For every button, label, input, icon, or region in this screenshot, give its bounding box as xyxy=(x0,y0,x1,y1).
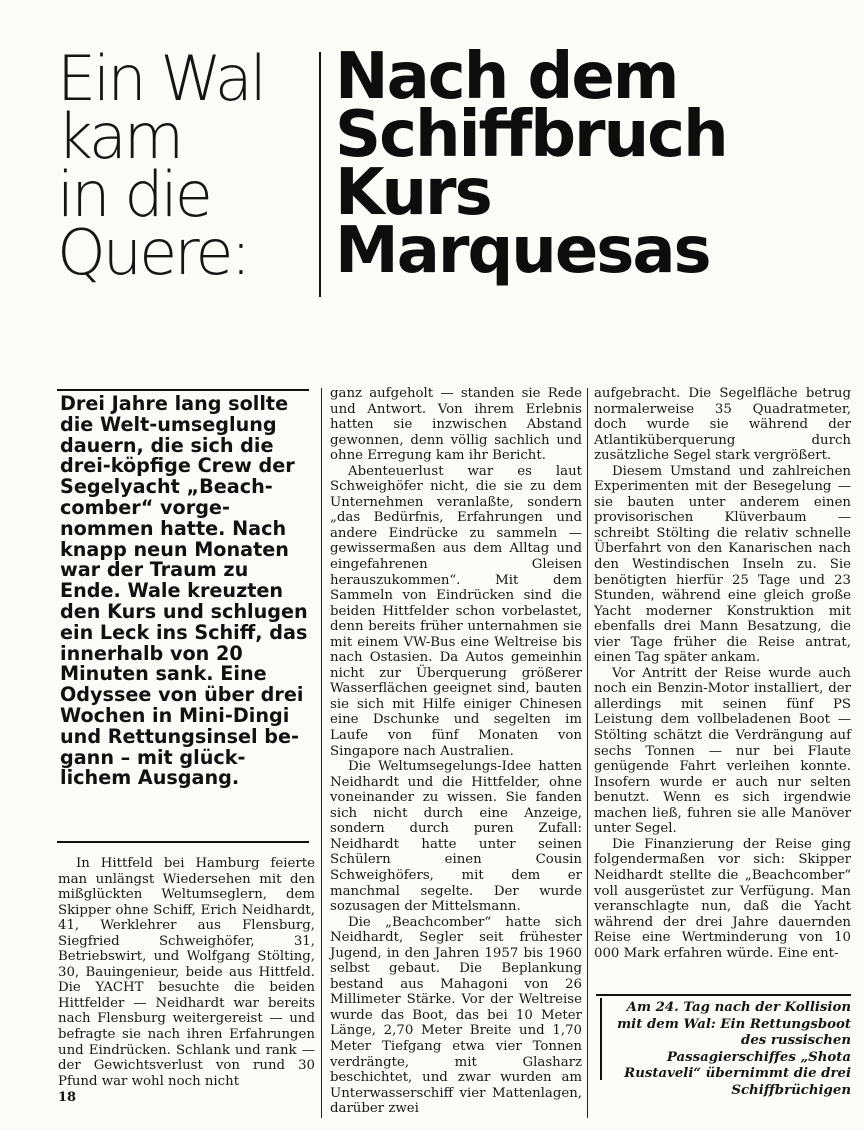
lead-rule-top xyxy=(57,389,309,391)
body-column-1 xyxy=(58,856,315,1089)
headline-line: Nach dem xyxy=(335,40,678,114)
caption-bar xyxy=(600,998,602,1080)
body-paragraph: Vor Antritt der Reise wurde auch noch ein Benzin-Motor installiert, der allerdings mit seinen fünf PS Leistung dem vollbeladenen Boot — Stölting schätzt die Verdrängung auf sechs Tonnen — nur bei Flaute genügende Fahrt verleihen konnte. Insofern wurde er auch nur selten benutzt. Wenn es sich irgendwie machen ließ, fuhren sie alle Manöver unter Segel. xyxy=(594,665,851,837)
kicker-line: Quere: xyxy=(57,216,249,289)
lead-rule-bottom xyxy=(57,841,309,843)
caption-rule xyxy=(596,994,851,996)
body-paragraph: aufgebracht. Die Segelfläche betrug normalerweise 35 Quadratmeter, doch wurde sie während der Atlantiküberquerung durch zusätzliche Segel stark vergrößert. xyxy=(594,386,851,464)
photo-caption: Am 24. Tag nach der Kollision mit dem Wal: Ein Rettungsboot des russischen Passagierschiffes „Shota Rustaveli“ übernimmt die drei Schiffbrüchigen xyxy=(617,1000,851,1098)
body-paragraph: In Hittfeld bei Hamburg feierte man unlängst Wiedersehen mit den mißglückten Weltumseglern, dem Skipper ohne Schiff, Erich Neidhardt, 41, Werklehrer aus Flensburg, Siegfried Schweighöfer, 31, Betriebswirt, und Wolfgang Stölting, 30, Bauingenieur, beide aus Hittfeld. Die YACHT besuchte die beiden Hittfelder — Neidhardt war bereits nach Flensburg weitergereist — und befragte sie nach ihren Erfahrungen und Eindrücken. Schlank und rank — der Gewichtsverlust von rund 30 Pfund war wohl noch nicht xyxy=(58,856,315,1089)
body-paragraph: Die Weltumsegelungs-Idee hatten Neidhardt und die Hittfelder, ohne voneinander zu wissen. Sie fanden sich nicht durch eine Anzeige, sondern durch puren Zufall: Neidhardt hatte unter seinen Schülern einen Cousin Schweighöfers, mit dem er manchmal segelte. Der wurde sozusagen der Mittelsmann. xyxy=(330,759,582,915)
column-separator xyxy=(587,388,588,1118)
headline xyxy=(335,40,855,288)
title-divider xyxy=(319,52,321,297)
headline-line: Marquesas xyxy=(335,214,710,288)
body-column-3 xyxy=(594,386,851,961)
page-number: 18 xyxy=(58,1090,77,1105)
kicker-line: Ein Wal xyxy=(57,42,264,115)
body-paragraph: Die Finanzierung der Reise ging folgendermaßen vor sich: Skipper Neidhardt stellte die „Beachcomber“ voll ausgerüstet zur Verfügung. Man veranschlagte nun, daß die Yacht während der drei Jahre dauernden Reise eine Wertminderung von 10 000 Mark erfahren würde. Eine ent- xyxy=(594,836,851,961)
body-paragraph: Abenteuerlust war es laut Schweighöfer nicht, die sie zu dem Unternehmen veranlaßte, sondern „das Bedürfnis, Erfahrungen und andere Eindrücke zu sammeln — gewissermaßen aus dem Alltag und eingefahrenen Gleisen herauszukommen“. Mit dem Sammeln von Eindrücken sind die beiden Hittfelder schon vorbelastet, denn bereits früher unternahmen sie mit einem VW-Bus eine Weltreise bis nach Ostasien. Da Autos gemeinhin nicht zur Überquerung größerer Wasserflächen geeignet sind, bauten sie sich mit Hilfe einiger Chinesen eine Dschunke und segelten im Laufe von fünf Monaten von Singapore nach Australien. xyxy=(330,463,582,759)
kicker-title xyxy=(57,42,319,289)
kicker-line: kam xyxy=(57,100,182,173)
body-column-2 xyxy=(330,386,582,1117)
body-paragraph: ganz aufgeholt — standen sie Rede und Antwort. Von ihrem Erlebnis hatten sie inzwischen Abstand gewonnen, denn völlig sachlich und ohne Erregung kam ihr Bericht. xyxy=(330,386,582,464)
headline-line: Schiffbruch xyxy=(335,98,727,172)
body-paragraph: Diesem Umstand und zahlreichen Experimenten mit der Besegelung — sie bauten unter anderem einen provisorischen Klüverbaum — schreibt Stölting die relativ schnelle Überfahrt von den Kanarischen nach den Westindischen Inseln zu. Sie benötigten hierfür 25 Tage und 23 Stunden, während eine gleich große Yacht moderner Konstruktion mit ebenfalls drei Mann Besatzung, die vier Tage früher die Reise antrat, einen Tag später ankam. xyxy=(594,463,851,666)
kicker-line: in die xyxy=(57,158,210,231)
lead-paragraph: Drei Jahre lang sollte die Welt-umseglung dauern, die sich die drei-köpfige Crew der Segelyacht „Beach-comber“ vorge-nommen hatte. Nach knapp neun Monaten war der Traum zu Ende. Wale kreuzten den Kurs und schlugen ein Leck ins Schiff, das innerhalb von 20 Minuten sank. Eine Odyssee von über drei Wochen in Mini-Dingi und Rettungsinsel be-gann – mit glück-lichem Ausgang. xyxy=(60,392,308,790)
body-paragraph: Die „Beachcomber“ hatte sich Neidhardt, Segler seit frühester Jugend, in den Jahren 1957 bis 1960 selbst gebaut. Die Beplankung bestand aus Mahagoni von 26 Millimeter Stärke. Vor der Weltreise wurde das Boot, das bei 10 Meter Länge, 2,70 Meter Breite und 1,70 Meter Tiefgang etwa vier Tonnen verdrängte, mit Glasharz beschichtet, und zwar wurden am Unterwasserschiff vier Mattenlagen, darüber zwei xyxy=(330,914,582,1117)
column-separator xyxy=(321,388,322,1118)
headline-line: Kurs xyxy=(335,156,491,230)
